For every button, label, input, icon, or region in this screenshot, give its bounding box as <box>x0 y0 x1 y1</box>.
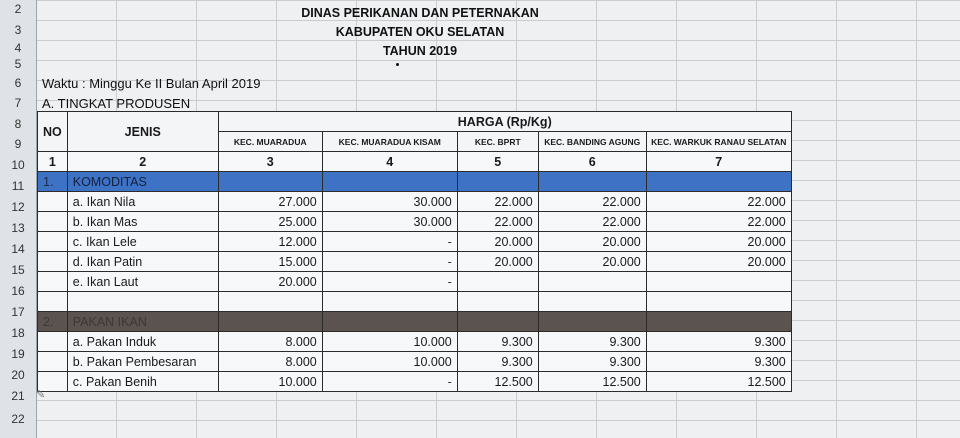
index-cell[interactable]: 1 <box>38 152 68 172</box>
item-name[interactable]: b. Ikan Mas <box>67 212 218 232</box>
row-number[interactable]: 6 <box>14 76 22 90</box>
cell[interactable] <box>646 172 791 192</box>
price-cell[interactable]: 20.000 <box>457 252 538 272</box>
cell[interactable] <box>646 292 791 312</box>
header-kec[interactable]: KEC. MUARADUA <box>218 132 322 152</box>
cell[interactable] <box>38 332 68 352</box>
header-harga[interactable]: HARGA (Rp/Kg) <box>218 112 791 132</box>
category-number[interactable]: 2. <box>38 312 68 332</box>
category-name[interactable]: KOMODITAS <box>67 172 218 192</box>
row-number[interactable]: 12 <box>11 200 25 214</box>
table-row <box>38 232 792 252</box>
category-row <box>38 312 792 332</box>
price-cell[interactable]: 20.000 <box>457 232 538 252</box>
price-cell[interactable]: 20.000 <box>646 232 791 252</box>
index-cell[interactable]: 5 <box>457 152 538 172</box>
cell[interactable] <box>38 192 68 212</box>
price-cell[interactable]: 30.000 <box>322 192 457 212</box>
row-number[interactable]: 18 <box>11 326 25 340</box>
cell[interactable] <box>38 352 68 372</box>
price-cell[interactable]: 22.000 <box>457 192 538 212</box>
price-cell[interactable]: 8.000 <box>218 352 322 372</box>
price-cell[interactable]: 15.000 <box>218 252 322 272</box>
price-cell[interactable]: 30.000 <box>322 212 457 232</box>
row-number[interactable]: 9 <box>14 137 22 151</box>
row-number[interactable]: 8 <box>14 117 22 131</box>
pencil-icon: ✎ <box>36 389 46 401</box>
cell[interactable] <box>457 292 538 312</box>
price-cell[interactable]: 25.000 <box>218 212 322 232</box>
price-cell[interactable]: 12.500 <box>646 372 791 392</box>
price-cell[interactable]: - <box>322 232 457 252</box>
header-no[interactable]: NO <box>38 112 68 152</box>
price-cell[interactable]: 9.300 <box>538 332 646 352</box>
cell[interactable] <box>538 292 646 312</box>
row-number[interactable]: 3 <box>14 23 22 37</box>
cell[interactable] <box>218 292 322 312</box>
cell[interactable] <box>322 312 457 332</box>
title-region[interactable]: KABUPATEN OKU SELATAN <box>335 25 505 39</box>
price-cell[interactable]: 22.000 <box>646 192 791 212</box>
item-name[interactable]: c. Ikan Lele <box>67 232 218 252</box>
price-cell[interactable]: 20.000 <box>538 232 646 252</box>
row-number[interactable]: 21 <box>11 389 25 403</box>
table-row <box>38 332 792 352</box>
row-number[interactable]: 13 <box>11 221 25 235</box>
cell[interactable] <box>38 212 68 232</box>
row-number[interactable]: 11 <box>11 179 25 193</box>
cell[interactable] <box>538 312 646 332</box>
row-number[interactable]: 22 <box>11 412 25 426</box>
price-cell[interactable]: 9.300 <box>457 352 538 372</box>
price-cell[interactable]: 22.000 <box>538 192 646 212</box>
cell[interactable] <box>38 232 68 252</box>
price-cell[interactable]: 9.300 <box>538 352 646 372</box>
price-cell[interactable]: 22.000 <box>457 212 538 232</box>
header-kec[interactable]: KEC. WARKUK RANAU SELATAN <box>646 132 791 152</box>
time-label[interactable]: Waktu : Minggu Ke II Bulan April 2019 <box>42 76 261 91</box>
empty-row <box>38 292 792 312</box>
index-cell[interactable]: 6 <box>538 152 646 172</box>
cell[interactable] <box>457 312 538 332</box>
row-number[interactable]: 10 <box>11 158 25 172</box>
table-row <box>38 372 792 392</box>
cell[interactable] <box>646 312 791 332</box>
row-header-column <box>0 0 37 438</box>
row-number[interactable]: 19 <box>11 347 25 361</box>
header-kec[interactable]: KEC. BANDING AGUNG <box>538 132 646 152</box>
index-cell[interactable]: 3 <box>218 152 322 172</box>
row-number[interactable]: 2 <box>14 2 22 16</box>
index-cell[interactable]: 2 <box>67 152 218 172</box>
price-cell[interactable]: 20.000 <box>218 272 322 292</box>
cell[interactable] <box>67 292 218 312</box>
index-cell[interactable]: 4 <box>322 152 457 172</box>
item-name[interactable]: c. Pakan Benih <box>67 372 218 392</box>
header-kec[interactable]: KEC. BPRT <box>457 132 538 152</box>
row-number[interactable]: 14 <box>11 242 25 256</box>
cell[interactable] <box>38 272 68 292</box>
row-number[interactable]: 20 <box>11 368 25 382</box>
price-cell[interactable]: 12.500 <box>538 372 646 392</box>
price-cell[interactable]: 20.000 <box>538 252 646 272</box>
item-name[interactable]: d. Ikan Patin <box>67 252 218 272</box>
price-cell[interactable]: - <box>322 272 457 292</box>
cell[interactable] <box>218 312 322 332</box>
table-row <box>38 272 792 292</box>
table-row <box>38 252 792 272</box>
title-year[interactable]: TAHUN 2019 <box>382 44 458 58</box>
row-number[interactable]: 15 <box>11 263 25 277</box>
price-cell[interactable]: 22.000 <box>646 212 791 232</box>
item-name[interactable]: b. Pakan Pembesaran <box>67 352 218 372</box>
price-table <box>37 111 792 392</box>
index-cell[interactable]: 7 <box>646 152 791 172</box>
price-cell[interactable]: 8.000 <box>218 332 322 352</box>
price-cell[interactable]: 10.000 <box>218 372 322 392</box>
price-cell[interactable]: 27.000 <box>218 192 322 212</box>
price-cell[interactable] <box>538 272 646 292</box>
cell[interactable] <box>538 172 646 192</box>
price-cell[interactable]: 9.300 <box>457 332 538 352</box>
table-row <box>38 352 792 372</box>
price-cell[interactable]: 9.300 <box>646 352 791 372</box>
header-jenis[interactable]: JENIS <box>67 112 218 152</box>
section-label[interactable]: A. TINGKAT PRODUSEN <box>42 96 191 111</box>
cell[interactable] <box>457 172 538 192</box>
category-row <box>38 172 792 192</box>
price-cell[interactable]: 20.000 <box>646 252 791 272</box>
table-row <box>38 212 792 232</box>
row-number[interactable]: 4 <box>14 41 22 55</box>
price-cell[interactable]: 9.300 <box>646 332 791 352</box>
category-name[interactable]: PAKAN IKAN <box>67 312 218 332</box>
title-agency[interactable]: DINAS PERIKANAN DAN PETERNAKAN <box>301 6 539 20</box>
price-cell[interactable]: - <box>322 252 457 272</box>
price-cell[interactable] <box>646 272 791 292</box>
item-name[interactable]: a. Pakan Induk <box>67 332 218 352</box>
cell[interactable] <box>322 172 457 192</box>
price-cell[interactable]: 10.000 <box>322 352 457 372</box>
category-number[interactable]: 1. <box>38 172 68 192</box>
cell[interactable] <box>38 252 68 272</box>
table-row <box>38 192 792 212</box>
price-cell[interactable]: 12.500 <box>457 372 538 392</box>
cell[interactable] <box>38 292 68 312</box>
row-number[interactable]: 5 <box>14 57 22 71</box>
row-number[interactable]: 7 <box>14 96 22 110</box>
cell[interactable] <box>322 292 457 312</box>
item-name[interactable]: e. Ikan Laut <box>67 272 218 292</box>
price-cell[interactable]: - <box>322 372 457 392</box>
price-cell[interactable]: 22.000 <box>538 212 646 232</box>
stray-dot <box>396 63 399 66</box>
item-name[interactable]: a. Ikan Nila <box>67 192 218 212</box>
price-cell[interactable] <box>457 272 538 292</box>
price-cell[interactable]: 12.000 <box>218 232 322 252</box>
price-cell[interactable]: 10.000 <box>322 332 457 352</box>
cell[interactable] <box>218 172 322 192</box>
header-kec[interactable]: KEC. MUARADUA KISAM <box>322 132 457 152</box>
row-number[interactable]: 17 <box>11 305 25 319</box>
row-number[interactable]: 16 <box>11 284 25 298</box>
index-row <box>38 152 792 172</box>
